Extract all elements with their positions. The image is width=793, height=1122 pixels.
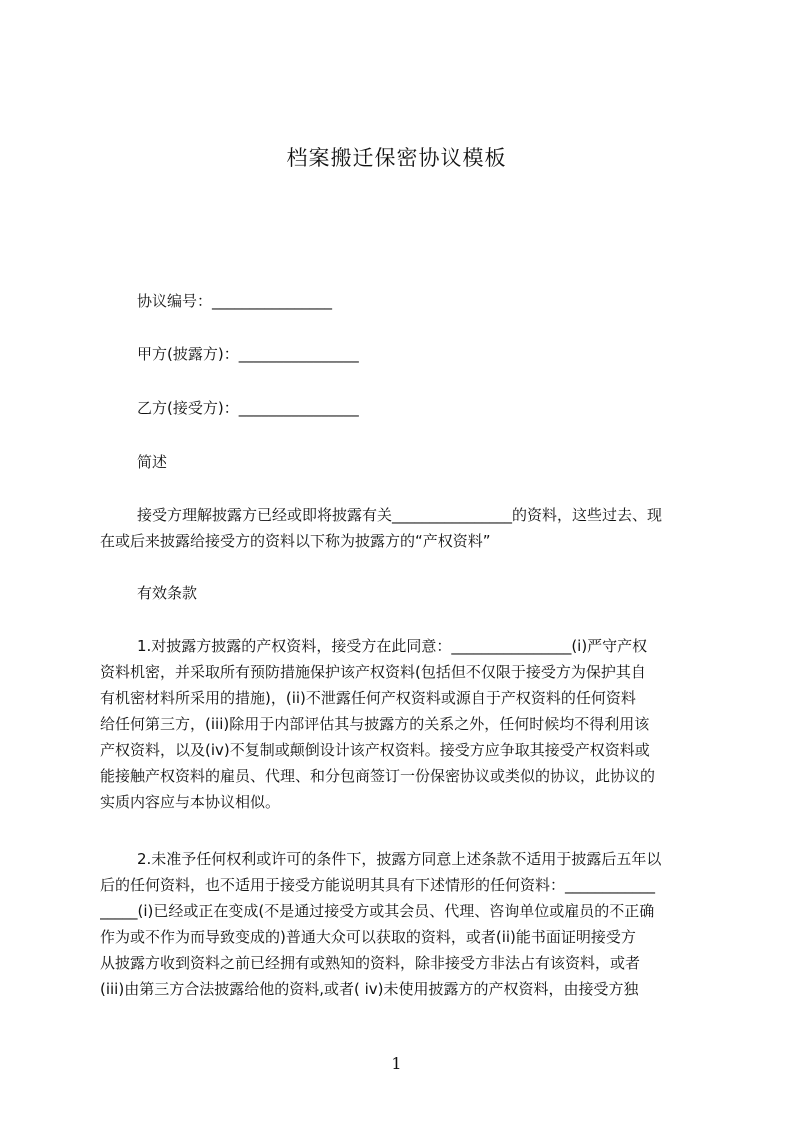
clause-1-line: 实质内容应与本协议相似。 — [100, 793, 281, 811]
clause-1-line: 给任何第三方，(iii)除用于内部评估其与披露方的关系之外，任何时候均不得利用该 — [100, 715, 650, 733]
summary-line: 在或后来披露给接受方的资料以下称为披露方的“产权资料” — [100, 532, 491, 550]
party-b-field: 乙方(接受方)：________________ — [137, 399, 359, 417]
clause-1-line: 能接触产权资料的雇员、代理、和分包商签订一份保密协议或类似的协议，此协议的 — [100, 767, 656, 785]
clause-1-line: 产权资料，以及(iv)不复制或颠倒设计该产权资料。接受方应争取其接受产权资料或 — [100, 741, 650, 759]
document-title: 档案搬迁保密协议模板 — [286, 146, 507, 170]
summary-line: 接受方理解披露方已经或即将披露有关________________的资料，这些过去、现 — [137, 506, 663, 524]
clause-1-line: 1.对披露方披露的产权资料，接受方在此同意：________________(i)严守产权 — [137, 637, 648, 655]
clause-2-line: 从披露方收到资料之前已经拥有或熟知的资料，除非接受方非法占有该资料，或者 — [100, 954, 641, 972]
clause-2-line: (iii)由第三方合法披露给他的资料,或者( iv)未使用披露方的产权资料，由接受方独 — [100, 980, 639, 998]
clause-1-line: 资料机密，并采取所有预防措施保护该产权资料(包括但不仅限于接受方为保护其自 — [100, 663, 646, 681]
clause-2-line: 2.未准予任何权利或许可的条件下，披露方同意上述条款不适用于披露后五年以 — [137, 850, 662, 868]
clause-2-line: 作为或不作为而导致变成的)普通大众可以获取的资料，或者(ii)能书面证明接受方 — [100, 928, 636, 946]
clause-1-line: 有机密材料所采用的措施)，(ii)不泄露任何产权资料或源自于产权资料的任何资料 — [100, 689, 636, 707]
agreement-number-field: 协议编号：________________ — [137, 292, 333, 310]
terms-heading: 有效条款 — [137, 584, 198, 602]
party-a-field: 甲方(披露方)：________________ — [137, 345, 359, 363]
clause-2-line: 后的任何资料，也不适用于接受方能说明其具有下述情形的任何资料：____________ — [100, 876, 656, 894]
clause-2-line: _____(i)已经或正在变成(不是通过接受方或其会员、代理、咨询单位或雇员的不正确 — [100, 902, 655, 920]
summary-heading: 简述 — [137, 453, 168, 471]
page-number: 1 — [391, 1054, 402, 1073]
